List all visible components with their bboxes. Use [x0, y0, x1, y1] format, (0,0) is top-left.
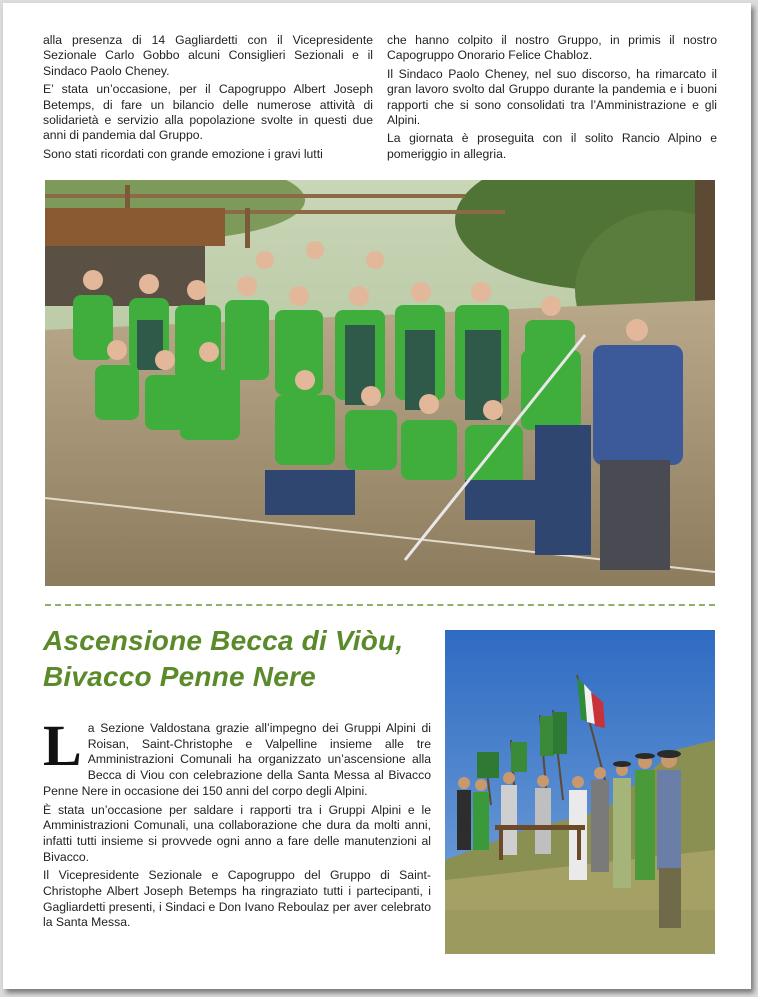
drop-cap: L: [43, 713, 82, 778]
paragraph: E’ stata un’occasione, per il Capogruppo Albert Joseph Betemps, di fare un bilancio delle numerose attività di solidarietà e servizio alla popolazione svolte in questi due anni di pandemia dal Gruppo.: [43, 82, 373, 143]
paragraph: alla presenza di 14 Gagliardetti con il Vicepresidente Sezionale Carlo Gobbo alcuni Consiglieri Sezionali e il Sindaco Paolo Cheney.: [43, 33, 373, 78]
section-divider: [45, 604, 715, 606]
top-right-column: [387, 33, 717, 165]
paragraph: [43, 713, 431, 800]
ceremony-photo: [445, 630, 715, 954]
paragraph: La giornata è proseguita con il solito Rancio Alpino e pomeriggio in allegria.: [387, 131, 717, 161]
top-left-column: [43, 33, 373, 165]
article-headline: [43, 623, 443, 695]
headline-line: Bivacco Penne Nere: [43, 661, 316, 692]
paragraph: Il Sindaco Paolo Cheney, nel suo discorso, ha rimarcato il gran lavoro svolto dal Gruppo durante la pandemia e i buoni rapporti che si sono consolidati tra l’Amministrazione e gli Alpini.: [387, 66, 717, 128]
paragraph-text: a Sezione Valdostana grazie all’impegno dei Gruppi Alpini di Roisan, Saint-Christophe e Valpelline insieme alle tre Amministrazioni Comunali ha organizzato un’ascensione alla Becca di Viou con celebrazione della Santa Messa al Bivacco Penne Nere in occasione dei 150 anni del corpo degli Alpini.: [43, 721, 431, 798]
article-body: [43, 713, 431, 934]
magazine-page: [3, 3, 751, 989]
paragraph: che hanno colpito il nostro Gruppo, in primis il nostro Capogruppo Onorario Felice Chabloz.: [387, 33, 717, 63]
paragraph: Il Vicepresidente Sezionale e Capogruppo del Gruppo di Saint-Christophe Albert Joseph Betemps ha ringraziato tutti i partecipanti, i Gagliardetti presenti, i Sindaci e Don Ivano Reboulaz per aver celebrato la Santa Messa.: [43, 868, 431, 930]
headline-line: Ascensione Becca di Viòu,: [43, 625, 404, 656]
group-photo: [45, 180, 715, 586]
paragraph: Sono stati ricordati con grande emozione i gravi lutti: [43, 146, 323, 161]
ceremony-photo-illustration: [445, 630, 715, 954]
paragraph: È stata un’occasione per saldare i rapporti tra i Gruppi Alpini e le Amministrazioni Comunali, una collaborazione che dura da molti anni, infatti tutti insieme si provvede ogni anno a fare delle manutenzioni al Bivacco.: [43, 802, 431, 864]
group-photo-illustration: [45, 180, 715, 586]
